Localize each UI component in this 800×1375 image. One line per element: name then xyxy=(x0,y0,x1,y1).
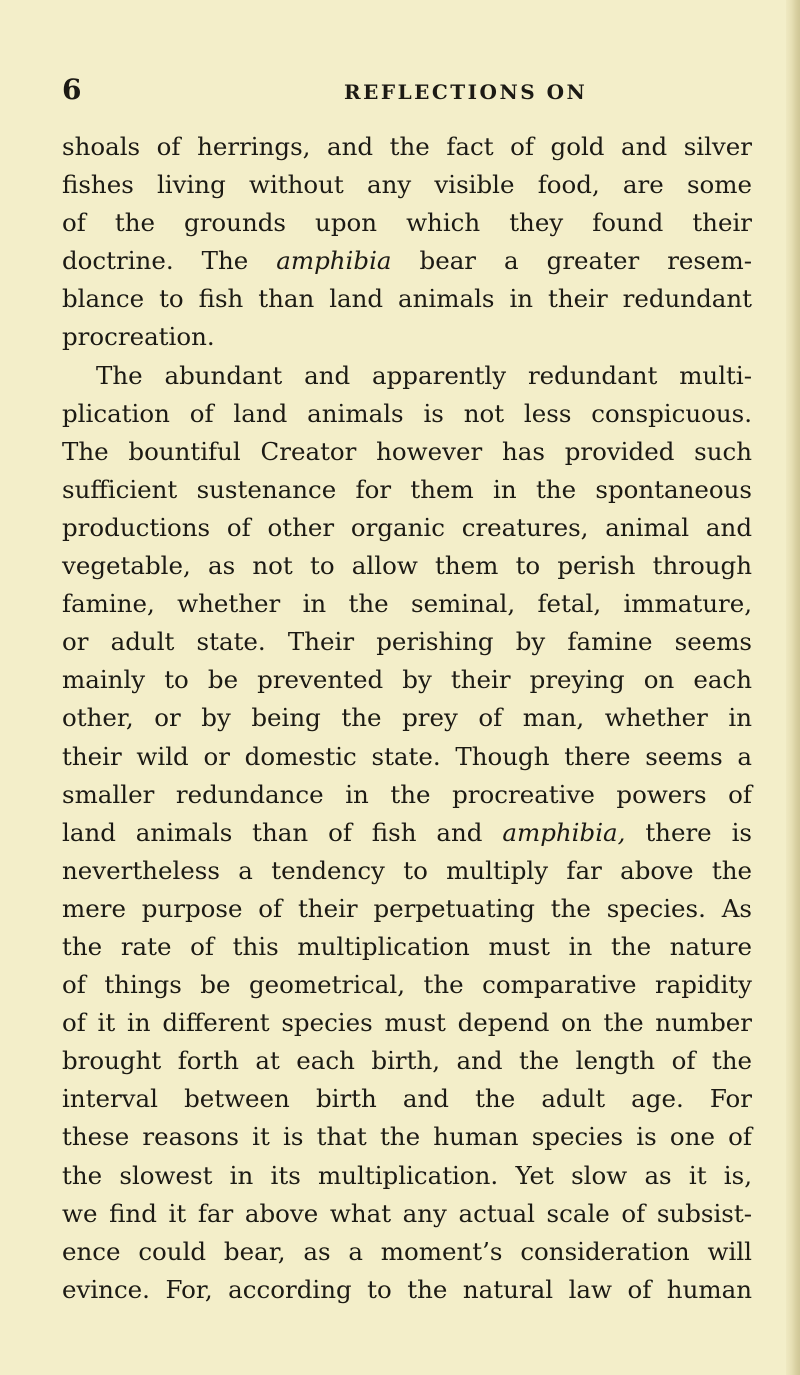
text-segment: The abundant and apparently redundant multi- xyxy=(96,360,752,390)
text-line xyxy=(62,1195,752,1233)
text-segment: procreation. xyxy=(62,322,215,352)
text-line xyxy=(62,1271,752,1309)
text-segment: bear a greater resem- xyxy=(391,246,752,276)
text-segment: plication of land animals is not less conspicuous. xyxy=(62,398,752,428)
text-segment: mere purpose of their perpetuating the species. As xyxy=(62,893,752,923)
text-segment: doctrine. The xyxy=(62,246,277,276)
text-segment: these reasons it is that the human species is one of xyxy=(62,1122,752,1152)
text-line xyxy=(62,1233,752,1271)
text-segment: smaller redundance in the procreative powers of xyxy=(62,779,752,809)
text-segment: of the grounds upon which they found their xyxy=(62,208,752,238)
text-line xyxy=(62,1080,752,1118)
text-segment: vegetable, as not to allow them to perish through xyxy=(62,551,752,581)
italic-term: amphibia, xyxy=(502,817,626,847)
italic-term: amphibia xyxy=(276,246,392,276)
text-line xyxy=(62,433,752,471)
text-segment: brought forth at each birth, and the length of the xyxy=(62,1046,752,1076)
page-number: 6 xyxy=(62,73,82,106)
text-segment: interval between birth and the adult age. For xyxy=(62,1084,752,1114)
text-segment: shoals of herrings, and the fact of gold and silver xyxy=(62,132,752,161)
text-segment: productions of other organic creatures, animal and xyxy=(62,512,752,542)
text-segment: The bountiful Creator however has provided such xyxy=(62,436,752,466)
text-line xyxy=(62,776,752,814)
text-line xyxy=(62,890,752,928)
text-segment: their wild or domestic state. Though there seems a xyxy=(62,741,752,771)
text-segment: the rate of this multiplication must in the nature xyxy=(62,931,752,961)
text-line xyxy=(62,1118,752,1156)
text-line xyxy=(62,318,752,356)
text-segment: there is xyxy=(625,817,752,847)
text-line xyxy=(62,699,752,737)
text-segment: or adult state. Their perishing by famine seems xyxy=(62,627,752,657)
text-segment: blance to fish than land animals in their redundant xyxy=(62,284,752,314)
text-line xyxy=(62,966,752,1004)
text-line xyxy=(62,204,752,242)
text-segment: famine, whether in the seminal, fetal, immature, xyxy=(62,589,752,619)
text-segment: mainly to be prevented by their preying on each xyxy=(62,665,752,695)
text-line xyxy=(62,928,752,966)
text-line xyxy=(62,585,752,623)
page-header xyxy=(62,74,752,108)
text-segment: of it in different species must depend on the number xyxy=(62,1008,752,1038)
text-line xyxy=(62,280,752,318)
text-segment: fishes living without any visible food, are some xyxy=(62,170,752,200)
text-line xyxy=(62,471,752,509)
text-line xyxy=(62,1004,752,1042)
text-line xyxy=(62,242,752,280)
text-line xyxy=(62,395,752,433)
text-line xyxy=(62,623,752,661)
text-segment: of things be geometrical, the comparative rapidity xyxy=(62,970,752,1000)
text-line xyxy=(62,509,752,547)
text-line xyxy=(62,1042,752,1080)
text-segment: we find it far above what any actual scale of subsist- xyxy=(62,1198,752,1228)
text-line xyxy=(62,814,752,852)
text-segment: other, or by being the prey of man, whether in xyxy=(62,703,752,733)
text-line xyxy=(62,547,752,585)
text-line xyxy=(62,661,752,699)
text-line xyxy=(62,852,752,890)
body-text xyxy=(62,128,752,1309)
text-line xyxy=(62,357,752,395)
text-line xyxy=(62,128,752,166)
text-segment: nevertheless a tendency to multiply far above the xyxy=(62,855,752,885)
text-line xyxy=(62,166,752,204)
running-head: REFLECTIONS ON xyxy=(344,80,588,104)
text-segment: the slowest in its multiplication. Yet slow as it is, xyxy=(62,1160,752,1190)
text-segment: sufficient sustenance for them in the spontaneous xyxy=(62,474,752,504)
page-edge xyxy=(786,0,800,1375)
text-segment: evince. For, according to the natural law of human xyxy=(62,1274,752,1304)
text-line xyxy=(62,738,752,776)
text-segment: ence could bear, as a moment’s consideration will xyxy=(62,1236,752,1266)
text-line xyxy=(62,1157,752,1195)
text-segment: land animals than of fish and xyxy=(62,817,503,847)
